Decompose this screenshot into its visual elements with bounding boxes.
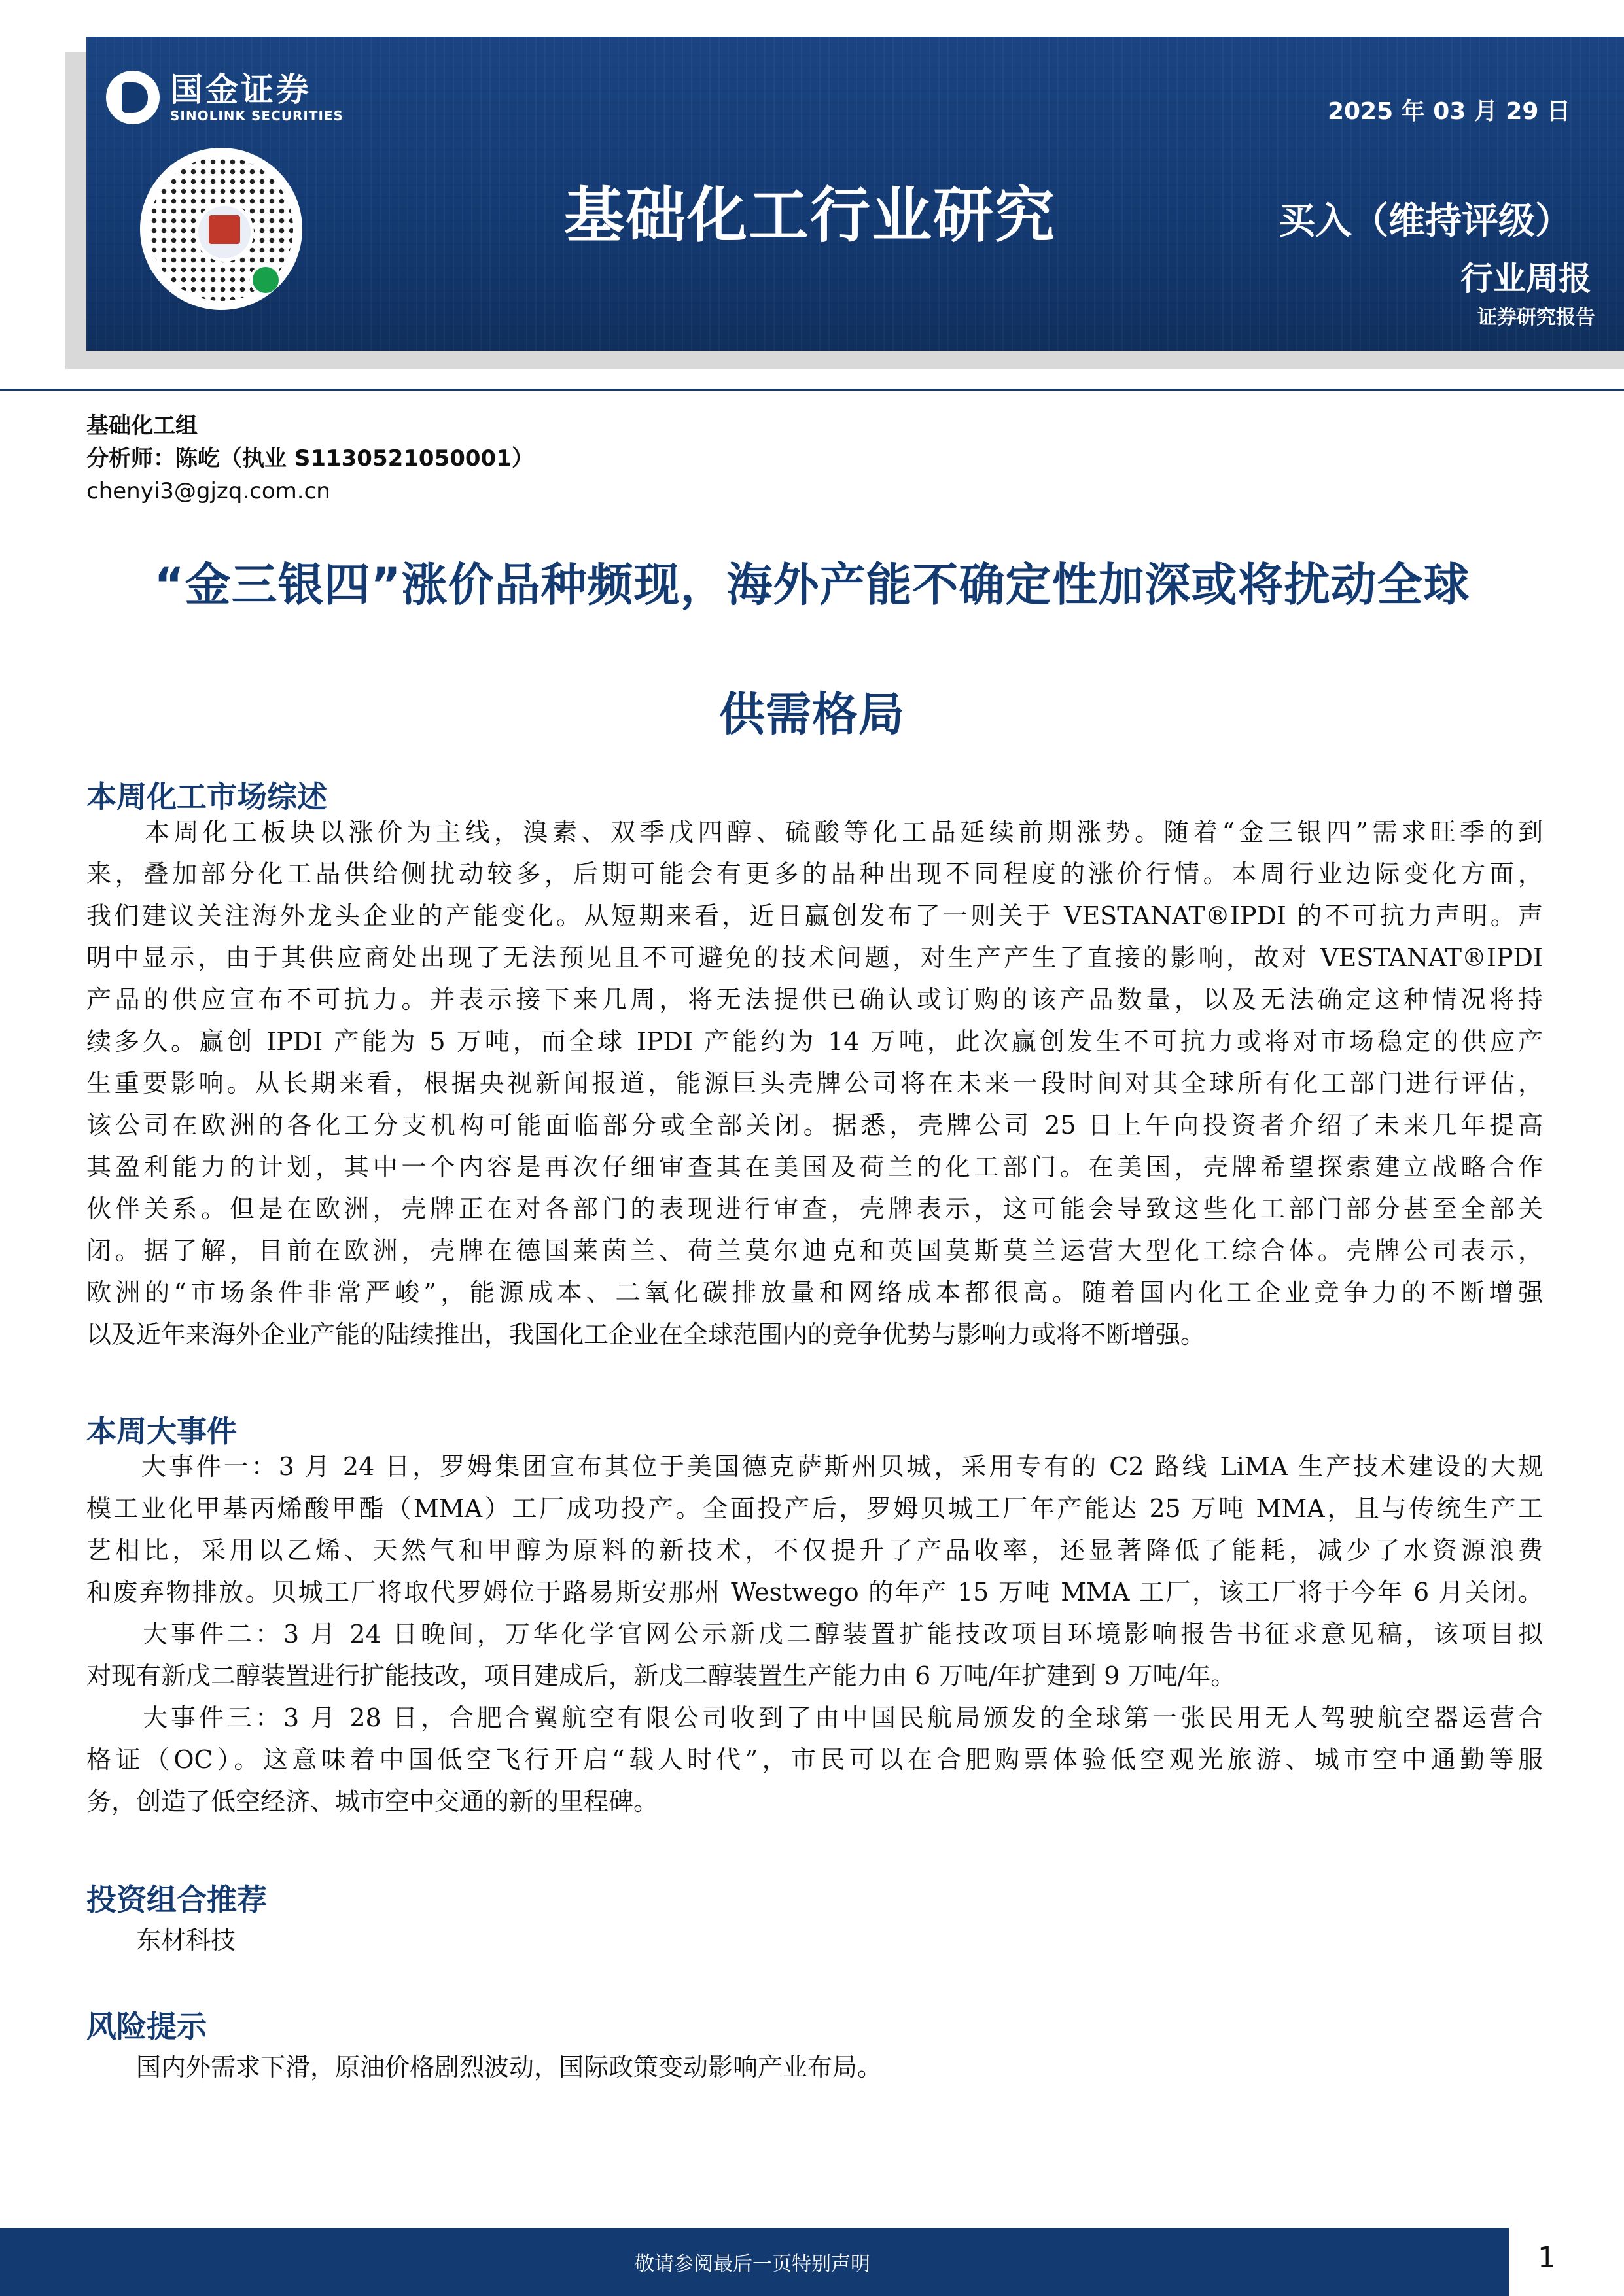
text-line: 闭。据了解，目前在欧洲，壳牌在德国莱茵兰、荷兰莫尔迪克和英国莫斯莫兰运营大型化工综合体。壳牌公司表示， [86, 1236, 1543, 1265]
text-line: 本周化工板块以涨价为主线，溴素、双季戊四醇、硫酸等化工品延续前期涨势。随着“金三银四”需求旺季的到 [86, 818, 1543, 846]
text-line: 以及近年来海外企业产能的陆续推出，我国化工企业在全球范围内的竞争优势与影响力或将不断增强。 [86, 1320, 1206, 1349]
text-line: 我们建议关注海外龙头企业的产能变化。从短期来看，近日赢创发布了一则关于 VESTANAT®IPDI 的不可抗力声明。声 [86, 901, 1543, 930]
page-number-box [1506, 2228, 1624, 2296]
sinolink-logo-icon [106, 71, 160, 124]
qr-code-icon [140, 148, 302, 310]
mini-program-badge-icon [250, 264, 281, 296]
rating: 买入（维持评级） [1279, 200, 1572, 243]
text-line: 伙伴关系。但是在欧洲，壳牌正在对各部门的表现进行审查，壳牌表示，这可能会导致这些化工部门部分甚至全部关 [86, 1194, 1543, 1223]
qr-center-logo-icon [195, 203, 254, 262]
text-line: 国内外需求下滑，原油价格剧烈波动，国际政策变动影响产业布局。 [86, 2053, 883, 2081]
section-heading-portfolio: 投资组合推荐 [86, 1882, 267, 1917]
section-heading-risk: 风险提示 [86, 2009, 207, 2044]
page-number: 1 [1538, 2241, 1556, 2274]
analyst: 分析师：陈屹（执业 S1130521050001） [86, 445, 534, 472]
event-3-paragraph [86, 1697, 1543, 1822]
header-divider [0, 389, 1624, 391]
text-line: 续多久。赢创 IPDI 产能为 5 万吨，而全球 IPDI 产能约为 14 万吨，此次赢创发生不可抗力或将对市场稳定的供应产 [86, 1027, 1543, 1056]
report-title-line-2: 供需格局 [719, 687, 905, 741]
text-line: 其盈利能力的计划，其中一个内容是再次仔细审查其在美国及荷兰的化工部门。在美国，壳牌希望探索建立战略合作 [86, 1153, 1543, 1181]
report-title-line-1: “金三银四”涨价品种频现，海外产能不确定性加深或将扰动全球 [154, 558, 1470, 612]
event-1-paragraph [86, 1446, 1543, 1613]
logo-cn-text: 国金证券 [170, 71, 311, 109]
doc-type: 证券研究报告 [1477, 306, 1595, 329]
text-line: 务，创造了低空经济、城市空中交通的新的里程碑。 [86, 1787, 659, 1816]
logo-en-text: SINOLINK SECURITIES [170, 108, 344, 124]
industry-title: 基础化工行业研究 [564, 181, 1057, 251]
portfolio-text [86, 1919, 1543, 1961]
text-line: 大事件一：3 月 24 日，罗姆集团宣布其位于美国德克萨斯州贝城，采用专有的 C2 路线 LiMA 生产技术建设的大规 [86, 1452, 1543, 1481]
text-line: 产品的供应宣布不可抗力。并表示接下来几周，将无法提供已确认或订购的该产品数量，以及无法确定这种情况将持 [86, 985, 1543, 1014]
risk-text [86, 2046, 1543, 2088]
text-line: 和废弃物排放。贝城工厂将取代罗姆位于路易斯安那州 Westwego 的年产 15 万吨 MMA 工厂，该工厂将于今年 6 月关闭。 [86, 1578, 1543, 1607]
text-line: 明中显示，由于其供应商处出现了无法预见且不可避免的技术问题，对生产产生了直接的影响，故对 VESTANAT®IPDI [86, 943, 1543, 972]
report-type: 行业周报 [1460, 260, 1591, 298]
text-line: 对现有新戊二醇装置进行扩能技改，项目建成后，新戊二醇装置生产能力由 6 万吨/年扩建到 9 万吨/年。 [86, 1661, 1236, 1690]
text-line: 东材科技 [86, 1926, 236, 1955]
text-line: 大事件三：3 月 28 日，合肥合翼航空有限公司收到了由中国民航局颁发的全球第一张民用无人驾驶航空器运营合 [86, 1703, 1543, 1732]
text-line: 欧洲的“市场条件非常严峻”，能源成本、二氧化碳排放量和网络成本都很高。随着国内化工企业竞争力的不断增强 [86, 1278, 1543, 1307]
report-date: 2025 年 03 月 29 日 [1327, 98, 1570, 125]
text-line: 来，叠加部分化工品供给侧扰动较多，后期可能会有更多的品种出现不同程度的涨价行情。本周行业边际变化方面， [86, 860, 1543, 888]
text-line: 大事件二：3 月 24 日晚间，万华化学官网公示新戊二醇装置扩能技改项目环境影响报告书征求意见稿，该项目拟 [86, 1620, 1543, 1648]
section-heading-overview: 本周化工市场综述 [86, 779, 327, 814]
author-info [86, 409, 534, 508]
company-logo [106, 71, 344, 124]
overview-paragraph [86, 811, 1543, 1355]
text-line: 该公司在欧洲的各化工分支机构可能面临部分或全部关闭。据悉，壳牌公司 25 日上午向投资者介绍了未来几年提高 [86, 1111, 1543, 1139]
report-header [86, 37, 1624, 351]
section-heading-events: 本周大事件 [86, 1414, 237, 1449]
research-group: 基础化工组 [86, 413, 198, 439]
text-line: 格证（OC）。这意味着中国低空飞行开启“载人时代”，市民可以在合肥购票体验低空观光旅游、城市空中通勤等服 [86, 1745, 1543, 1774]
text-line: 生重要影响。从长期来看，根据央视新闻报道，能源巨头壳牌公司将在未来一段时间对其全球所有化工部门进行评估， [86, 1069, 1543, 1098]
footer-disclaimer: 敬请参阅最后一页特别声明 [635, 2253, 870, 2276]
text-line: 模工业化甲基丙烯酸甲酯（MMA）工厂成功投产。全面投产后，罗姆贝城工厂年产能达 25 万吨 MMA，且与传统生产工 [86, 1494, 1543, 1523]
analyst-email[interactable]: chenyi3@gjzq.com.cn [86, 478, 330, 504]
text-line: 艺相比，采用以乙烯、天然气和甲醇为原料的新技术，不仅提升了产品收率，还显著降低了能耗，减少了水资源浪费 [86, 1536, 1543, 1565]
event-2-paragraph [86, 1613, 1543, 1697]
